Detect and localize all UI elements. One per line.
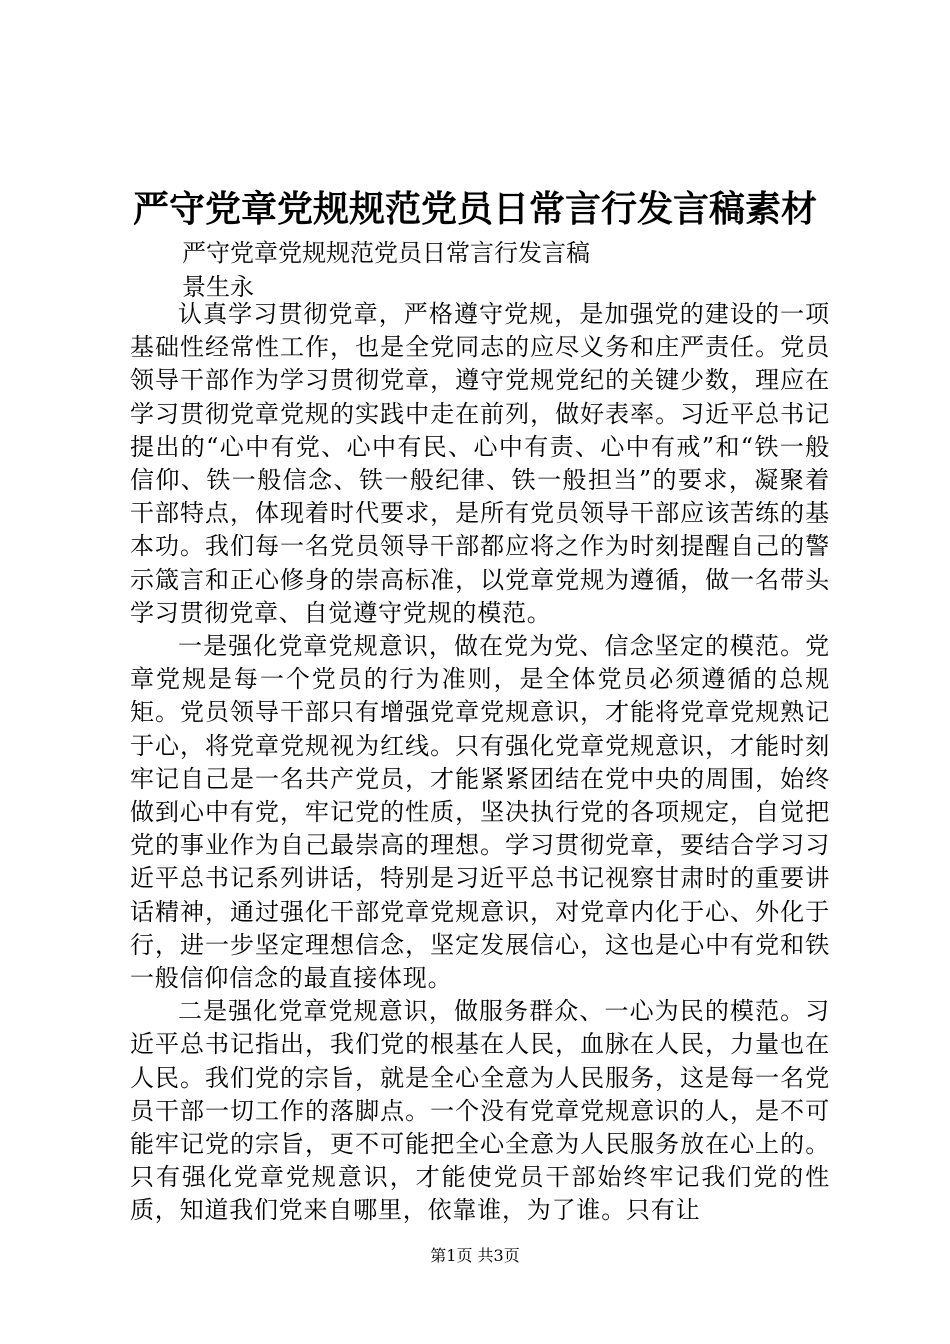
body-paragraph: 一是强化党章党规意识，做在党为党、信念坚定的模范。党章党规是每一个党员的行为准则，是全体党员必须遵循的总规矩。党员领导干部只有增强党章党规意识，才能将党章党规熟记于心，将党章党规视为红线。只有强化党章党规意识，才能时刻牢记自己是一名共产党员，才能紧紧团结在党中央的周围，始终做到心中有党，牢记党的性质，坚决执行党的各项规定，自觉把党的事业作为自己最崇高的理想。学习贯彻党章，要结合学习习近平总书记系列讲话，特别是习近平总书记视察甘肃时的重要讲话精神，通过强化干部党章党规意识，对党章内化于心、外化于行，进一步坚定理想信念，坚定发展信心，这也是心中有党和铁一般信仰信念的最直接体现。: [130, 632, 830, 993]
document-author: 景生永: [182, 273, 254, 301]
document-body: [130, 298, 830, 1228]
page-number-footer: 第1页 共3页: [430, 1246, 520, 1265]
body-paragraph: 二是强化党章党规意识，做服务群众、一心为民的模范。习近平总书记指出，我们党的根基在人民，血脉在人民，力量也在人民。我们党的宗旨，就是全心全意为人民服务，这是每一名党员干部一切工作的落脚点。一个没有党章党规意识的人，是不可能牢记党的宗旨，更不可能把全心全意为人民服务放在心上的。只有强化党章党规意识，才能使党员干部始终牢记我们党的性质，知道我们党来自哪里，依靠谁，为了谁。只有让: [130, 997, 830, 1225]
document-subtitle: 严守党章党规规范党员日常言行发言稿: [182, 239, 590, 267]
document-title: 严守党章党规规范党员日常言行发言稿素材: [132, 188, 817, 230]
body-paragraph: 认真学习贯彻党章，严格遵守党规，是加强党的建设的一项基础性经常性工作，也是全党同志的应尽义务和庄严责任。党员领导干部作为学习贯彻党章，遵守党规党纪的关键少数，理应在学习贯彻党章党规的实践中走在前列，做好表率。习近平总书记提出的“心中有党、心中有民、心中有责、心中有戒”和“铁一般信仰、铁一般信念、铁一般纪律、铁一般担当”的要求，凝聚着干部特点，体现着时代要求，是所有党员领导干部应该苦练的基本功。我们每一名党员领导干部都应将之作为时刻提醒自己的警示箴言和正心修身的崇高标准，以党章党规为遵循，做一名带头学习贯彻党章、自觉遵守党规的模范。: [130, 300, 830, 627]
